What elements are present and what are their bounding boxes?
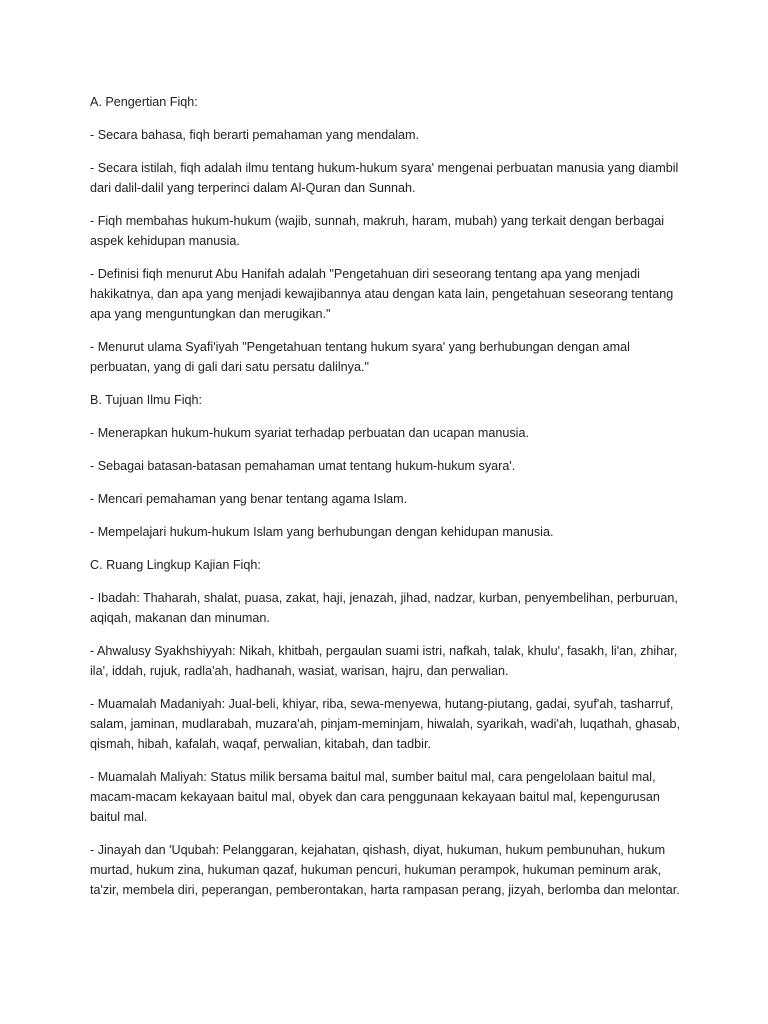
section-heading-ruang-lingkup: C. Ruang Lingkup Kajian Fiqh: bbox=[90, 558, 261, 572]
paragraph: - Muamalah Madaniyah: Jual-beli, khiyar, riba, sewa-menyewa, hutang-piutang, gadai, syuf'ah, tasharruf, salam, jaminan, mudlarabah, muzara'ah, pinjam-meminjam, hiwalah, syarikah, wadi'ah, luqathah, ghasab, qismah, hibah, kafalah, waqaf, perwalian, kitabah, dan tadbir. bbox=[90, 697, 681, 751]
paragraph: - Muamalah Maliyah: Status milik bersama baitul mal, sumber baitul mal, cara pengelolaan baitul mal, macam-macam kekayaan baitul mal, obyek dan cara penggunaan kekayaan baitul mal, kepengurusan baitul mal. bbox=[90, 770, 660, 824]
paragraph: - Mencari pemahaman yang benar tentang agama Islam. bbox=[90, 492, 408, 506]
paragraph: - Menurut ulama Syafi'iyah "Pengetahuan tentang hukum syara' yang berhubungan dengan amal perbuatan, yang di gali dari satu persatu dalilnya." bbox=[90, 340, 630, 374]
paragraph: - Jinayah dan 'Uqubah: Pelanggaran, kejahatan, qishash, diyat, hukuman, hukum pembunuhan, hukum murtad, hukum zina, hukuman qazaf, hukuman pencuri, hukuman perampok, hukuman peminum arak, ta'zir, membela diri, peperangan, pemberontakan, harta rampasan perang, jizyah, berlomba dan melontar. bbox=[90, 843, 680, 897]
paragraph: - Secara istilah, fiqh adalah ilmu tentang hukum-hukum syara' mengenai perbuatan manusia yang diambil dari dalil-dalil yang terperinci dalam Al-Quran dan Sunnah. bbox=[90, 161, 679, 195]
paragraph: - Menerapkan hukum-hukum syariat terhadap perbuatan dan ucapan manusia. bbox=[90, 426, 529, 440]
section-heading-tujuan: B. Tujuan Ilmu Fiqh: bbox=[90, 393, 202, 407]
paragraph: - Ibadah: Thaharah, shalat, puasa, zakat, haji, jenazah, jihad, nadzar, kurban, penyembelihan, perburuan, aqiqah, makanan dan minuman. bbox=[90, 591, 678, 625]
paragraph: - Sebagai batasan-batasan pemahaman umat tentang hukum-hukum syara'. bbox=[90, 459, 516, 473]
paragraph: - Secara bahasa, fiqh berarti pemahaman yang mendalam. bbox=[90, 128, 420, 142]
paragraph: - Fiqh membahas hukum-hukum (wajib, sunnah, makruh, haram, mubah) yang terkait dengan berbagai aspek kehidupan manusia. bbox=[90, 214, 665, 248]
paragraph: - Definisi fiqh menurut Abu Hanifah adalah "Pengetahuan diri seseorang tentang apa yang menjadi hakikatnya, dan apa yang menjadi kewajibannya atau dengan kata lain, pengetahuan seseorang tentang apa yang menguntungkan dan merugikan." bbox=[90, 267, 674, 321]
section-heading-pengertian: A. Pengertian Fiqh: bbox=[90, 95, 198, 109]
paragraph: - Ahwalusy Syakhshiyyah: Nikah, khitbah, pergaulan suami istri, nafkah, talak, khulu', fasakh, li'an, zhihar, ila', iddah, rujuk, radla'ah, hadhanah, wasiat, warisan, hajru, dan perwalian. bbox=[90, 644, 678, 678]
paragraph: - Mempelajari hukum-hukum Islam yang berhubungan dengan kehidupan manusia. bbox=[90, 525, 554, 539]
document-body bbox=[90, 92, 690, 913]
